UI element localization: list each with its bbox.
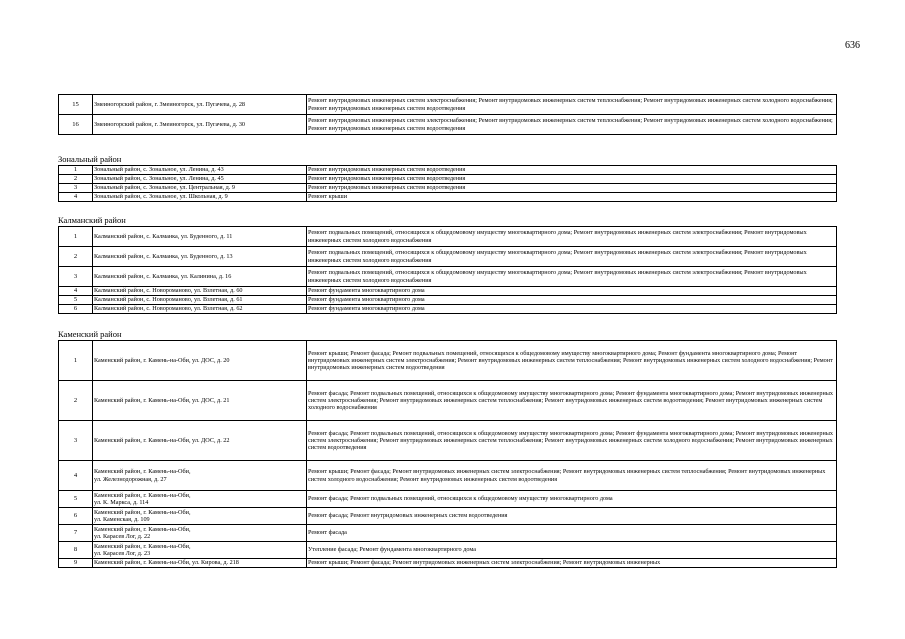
row-address: Каменский район, г. Камень-на-Оби, ул. К. Маркса, д. 114 xyxy=(93,491,307,508)
row-works: Ремонт крыши; Ремонт фасада; Ремонт подвальных помещений, относящихся к общедомовому имуществу многоквартирного дома; Ремонт фундамента многоквартирного дома; Ремонт внутридомовых инженерных систем электроснабжения; Ремонт внутридомовых инженерных систем теплоснабжения; Ремонт внутридомовых инженерных систем холодного водоснабжения; Ремонт внутридомовых инженерных систем водоотведения xyxy=(307,341,837,381)
row-number: 7 xyxy=(59,525,93,542)
section-table xyxy=(58,340,837,568)
row-works: Ремонт внутридомовых инженерных систем водоотведения xyxy=(307,184,837,193)
table-row xyxy=(59,296,837,305)
table-row xyxy=(59,508,837,525)
row-address: Зональный район, с. Зональное, ул. Ленина, д. 45 xyxy=(93,175,307,184)
table-row xyxy=(59,247,837,267)
row-address: Каменский район, г. Камень-на-Оби, ул. Железнодорожная, д. 27 xyxy=(93,461,307,491)
table-continuation xyxy=(58,94,836,135)
row-number: 3 xyxy=(59,421,93,461)
row-address: Калманский район, с. Калманка, ул. Буденного, д. 13 xyxy=(93,247,307,267)
row-number: 5 xyxy=(59,491,93,508)
table-row xyxy=(59,461,837,491)
row-number: 6 xyxy=(59,508,93,525)
row-number: 2 xyxy=(59,381,93,421)
section-table xyxy=(58,226,837,314)
row-number: 4 xyxy=(59,193,93,202)
section-kamensky xyxy=(58,329,836,568)
row-works: Ремонт крыши; Ремонт фасада; Ремонт внутридомовых инженерных систем электроснабжения; Ремонт внутридомовых инженерных xyxy=(307,559,837,568)
row-works: Ремонт внутридомовых инженерных систем водоотведения xyxy=(307,166,837,175)
row-address: Зональный район, с. Зональное, ул. Центральная, д. 9 xyxy=(93,184,307,193)
table-row xyxy=(59,95,837,115)
section-title: Каменский район xyxy=(58,329,122,339)
table-row xyxy=(59,559,837,568)
table-row xyxy=(59,381,837,421)
row-works: Ремонт внутридомовых инженерных систем электроснабжения; Ремонт внутридомовых инженерных систем теплоснабжения; Ремонт внутридомовых инженерных систем холодного водоснабжения; Ремонт внутридомовых инженерных систем водоотведения xyxy=(307,95,837,115)
row-number: 2 xyxy=(59,247,93,267)
row-number: 5 xyxy=(59,296,93,305)
table-row xyxy=(59,525,837,542)
row-works: Ремонт фасада; Ремонт подвальных помещений, относящихся к общедомовому имуществу многоквартирного дома; Ремонт фундамента многоквартирного дома; Ремонт внутридомовых инженерных систем электроснабжения; Ремонт внутридомовых инженерных систем теплоснабжения; Ремонт внутридомовых инженерных систем водоотведения; Ремонт внутридомовых инженерных систем холодного водоснабжения xyxy=(307,381,837,421)
row-works: Ремонт фундамента многоквартирного дома xyxy=(307,287,837,296)
row-works: Утепление фасада; Ремонт фундамента многоквартирного дома xyxy=(307,542,837,559)
row-address: Калманский район, с. Новороманово, ул. Взлетная, д. 62 xyxy=(93,305,307,314)
row-address: Калманский район, с. Новороманово, ул. Взлетная, д. 60 xyxy=(93,287,307,296)
row-address: Зональный район, с. Зональное, ул. Ленина, д. 43 xyxy=(93,166,307,175)
row-address: Калманский район, с. Новороманово, ул. Взлетная, д. 61 xyxy=(93,296,307,305)
row-address: Каменский район, г. Камень-на-Оби, ул. Кирова, д. 218 xyxy=(93,559,307,568)
row-works: Ремонт фасада xyxy=(307,525,837,542)
row-works: Ремонт подвальных помещений, относящихся к общедомовому имуществу многоквартирного дома; Ремонт внутридомовых инженерных систем электроснабжения; Ремонт внутридомовых инженерных систем холодного водоснабжения xyxy=(307,227,837,247)
row-address: Калманский район, с. Калманка, ул. Буденного, д. 11 xyxy=(93,227,307,247)
row-number: 1 xyxy=(59,166,93,175)
row-number: 3 xyxy=(59,267,93,287)
row-works: Ремонт фасада; Ремонт внутридомовых инженерных систем водоотведения xyxy=(307,508,837,525)
row-number: 4 xyxy=(59,461,93,491)
table-row xyxy=(59,175,837,184)
row-number: 1 xyxy=(59,341,93,381)
row-number: 1 xyxy=(59,227,93,247)
row-address: Змеиногорский район, г. Змеиногорск, ул. Пугачева, д. 28 xyxy=(93,95,307,115)
table-row xyxy=(59,341,837,381)
table-row xyxy=(59,115,837,135)
section-title: Зональный район xyxy=(58,154,122,164)
table-row xyxy=(59,193,837,202)
table-row xyxy=(59,421,837,461)
row-number: 4 xyxy=(59,287,93,296)
row-number: 15 xyxy=(59,95,93,115)
row-works: Ремонт внутридомовых инженерных систем водоотведения xyxy=(307,175,837,184)
row-number: 8 xyxy=(59,542,93,559)
table-row xyxy=(59,287,837,296)
table-row xyxy=(59,227,837,247)
row-address: Каменский район, г. Камень-на-Оби, ул. Каменская, д. 109 xyxy=(93,508,307,525)
row-works: Ремонт фундамента многоквартирного дома xyxy=(307,296,837,305)
row-number: 6 xyxy=(59,305,93,314)
section-title: Калманский район xyxy=(58,215,126,225)
table-row xyxy=(59,491,837,508)
row-address: Каменский район, г. Камень-на-Оби, ул. ДОС, д. 21 xyxy=(93,381,307,421)
row-works: Ремонт крыши; Ремонт фасада; Ремонт внутридомовых инженерных систем электроснабжения; Ремонт внутридомовых инженерных систем теплоснабжения; Ремонт внутридомовых инженерных систем холодного водоснабжения; Ремонт внутридомовых инженерных систем водоотведения xyxy=(307,461,837,491)
table-row xyxy=(59,166,837,175)
row-works: Ремонт фасада; Ремонт подвальных помещений, относящихся к общедомовому имуществу многоквартирного дома; Ремонт фундамента многоквартирного дома; Ремонт внутридомовых инженерных систем электроснабжения; Ремонт внутридомовых инженерных систем теплоснабжения; Ремонт внутридомовых инженерных систем холодного водоснабжения; Ремонт внутридомовых инженерных систем водоотведения xyxy=(307,421,837,461)
section-kalmansky xyxy=(58,215,836,314)
row-address: Каменский район, г. Камень-на-Оби, ул. ДОС, д. 20 xyxy=(93,341,307,381)
row-number: 16 xyxy=(59,115,93,135)
row-address: Калманский район, с. Калманка, ул. Калинина, д. 16 xyxy=(93,267,307,287)
row-address: Каменский район, г. Камень-на-Оби, ул. Карасев Лог, д. 22 xyxy=(93,525,307,542)
row-works: Ремонт подвальных помещений, относящихся к общедомовому имуществу многоквартирного дома; Ремонт внутридомовых инженерных систем электроснабжения; Ремонт внутридомовых инженерных систем холодного водоснабжения xyxy=(307,267,837,287)
row-address: Змеиногорский район, г. Змеиногорск, ул. Пугачева, д. 30 xyxy=(93,115,307,135)
continuation-table xyxy=(58,94,837,135)
row-works: Ремонт подвальных помещений, относящихся к общедомовому имуществу многоквартирного дома; Ремонт внутридомовых инженерных систем электроснабжения; Ремонт внутридомовых инженерных систем холодного водоснабжения xyxy=(307,247,837,267)
page-number: 636 xyxy=(845,40,860,51)
table-row xyxy=(59,305,837,314)
row-works: Ремонт фундамента многоквартирного дома xyxy=(307,305,837,314)
table-row xyxy=(59,542,837,559)
section-zonalny xyxy=(58,154,836,202)
row-number: 3 xyxy=(59,184,93,193)
section-table xyxy=(58,165,837,202)
row-address: Зональный район, с. Зональное, ул. Школьная, д. 9 xyxy=(93,193,307,202)
row-works: Ремонт внутридомовых инженерных систем электроснабжения; Ремонт внутридомовых инженерных систем теплоснабжения; Ремонт внутридомовых инженерных систем холодного водоснабжения; Ремонт внутридомовых инженерных систем водоотведения xyxy=(307,115,837,135)
table-row xyxy=(59,184,837,193)
row-number: 2 xyxy=(59,175,93,184)
row-works: Ремонт фасада; Ремонт подвальных помещений, относящихся к общедомовому имуществу многоквартирного дома xyxy=(307,491,837,508)
row-address: Каменский район, г. Камень-на-Оби, ул. ДОС, д. 22 xyxy=(93,421,307,461)
table-row xyxy=(59,267,837,287)
row-address: Каменский район, г. Камень-на-Оби, ул. Карасев Лог, д. 23 xyxy=(93,542,307,559)
row-number: 9 xyxy=(59,559,93,568)
row-works: Ремонт крыши xyxy=(307,193,837,202)
